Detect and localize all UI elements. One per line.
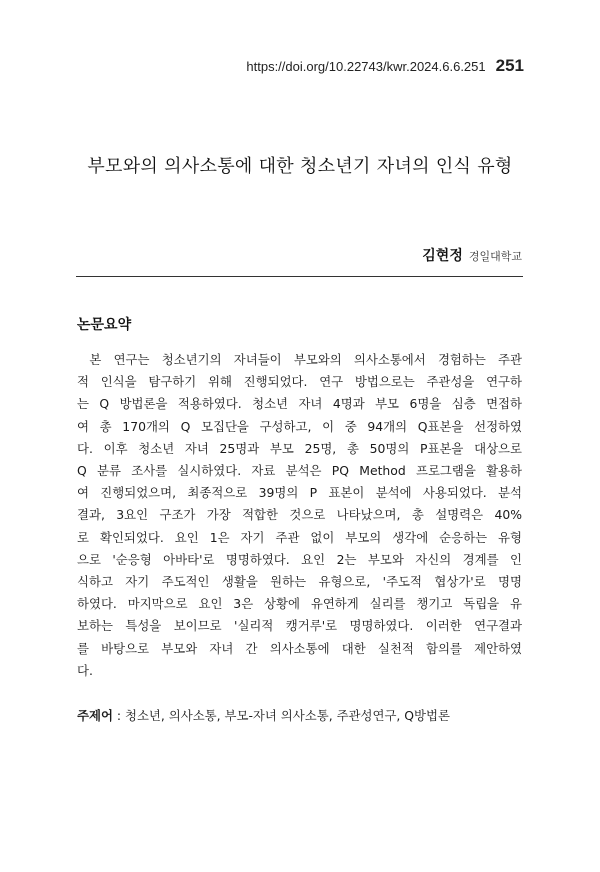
- keywords-label: 주제어: [77, 708, 113, 723]
- keywords-text: 청소년, 의사소통, 부모-자녀 의사소통, 주관성연구, Q방법론: [124, 708, 450, 723]
- abstract-line: 다. 이후 청소년 자녀 25명과 부모 25명, 총 50명의 P표본을 대상으로: [77, 440, 522, 456]
- running-header: [246, 56, 524, 76]
- abstract-line: 여 총 170개의 Q 모집단을 구성하고, 이 중 94개의 Q표본을 선정하였: [77, 418, 522, 434]
- abstract-line: 로 확인되었다. 요인 1은 자기 주관 없이 부모의 생각에 순응하는 유형: [77, 529, 522, 545]
- author-block: [422, 245, 522, 265]
- author-affiliation: 경일대학교: [468, 250, 522, 263]
- abstract-line: 적 인식을 탐구하기 위해 진행되었다. 연구 방법으로는 주관성을 연구하: [77, 374, 522, 390]
- abstract-line: 다.: [77, 662, 93, 678]
- abstract-line: 식하고 자기 주도적인 생활을 원하는 유형으로, '주도적 협상가'로 명명: [77, 574, 522, 590]
- doi-link[interactable]: https://doi.org/10.22743/kwr.2024.6.6.251: [246, 59, 486, 74]
- abstract-heading: 논문요약: [77, 317, 132, 333]
- abstract-line: 는 Q 방법론을 적용하였다. 청소년 자녀 4명과 부모 6명을 심층 면접하: [77, 396, 522, 412]
- abstract-body: [77, 349, 522, 682]
- title-divider: [76, 276, 523, 277]
- keywords-separator: :: [112, 708, 125, 723]
- abstract-line: Q 분류 조사를 실시하였다. 자료 분석은 PQ Method 프로그램을 활용하: [77, 463, 522, 479]
- abstract-line: 결과, 3요인 구조가 가장 적합한 것으로 나타났으며, 총 설명력은 40%: [77, 507, 522, 523]
- abstract-line: 보하는 특성을 보이므로 '실리적 캥거루'로 명명하였다. 이러한 연구결과: [77, 618, 522, 634]
- page-number: 251: [495, 56, 524, 75]
- abstract-line: 하였다. 마지막으로 요인 3은 상황에 유연하게 실리를 챙기고 독립을 유: [77, 596, 522, 612]
- abstract-line: 여 진행되었으며, 최종적으로 39명의 P 표본이 분석에 사용되었다. 분석: [77, 485, 522, 501]
- abstract-line: 를 바탕으로 부모와 자녀 간 의사소통에 대한 실천적 함의를 제안하였: [77, 640, 522, 656]
- abstract-line: 으로 '순응형 아바타'로 명명하였다. 요인 2는 부모와 자신의 경계를 인: [77, 551, 522, 567]
- abstract-line: 본 연구는 청소년기의 자녀들이 부모와의 의사소통에서 경험하는 주관: [89, 352, 522, 367]
- keywords: [77, 706, 450, 724]
- author-name: 김현정: [422, 248, 463, 264]
- paper-title: 부모와의 의사소통에 대한 청소년기 자녀의 인식 유형: [87, 156, 513, 177]
